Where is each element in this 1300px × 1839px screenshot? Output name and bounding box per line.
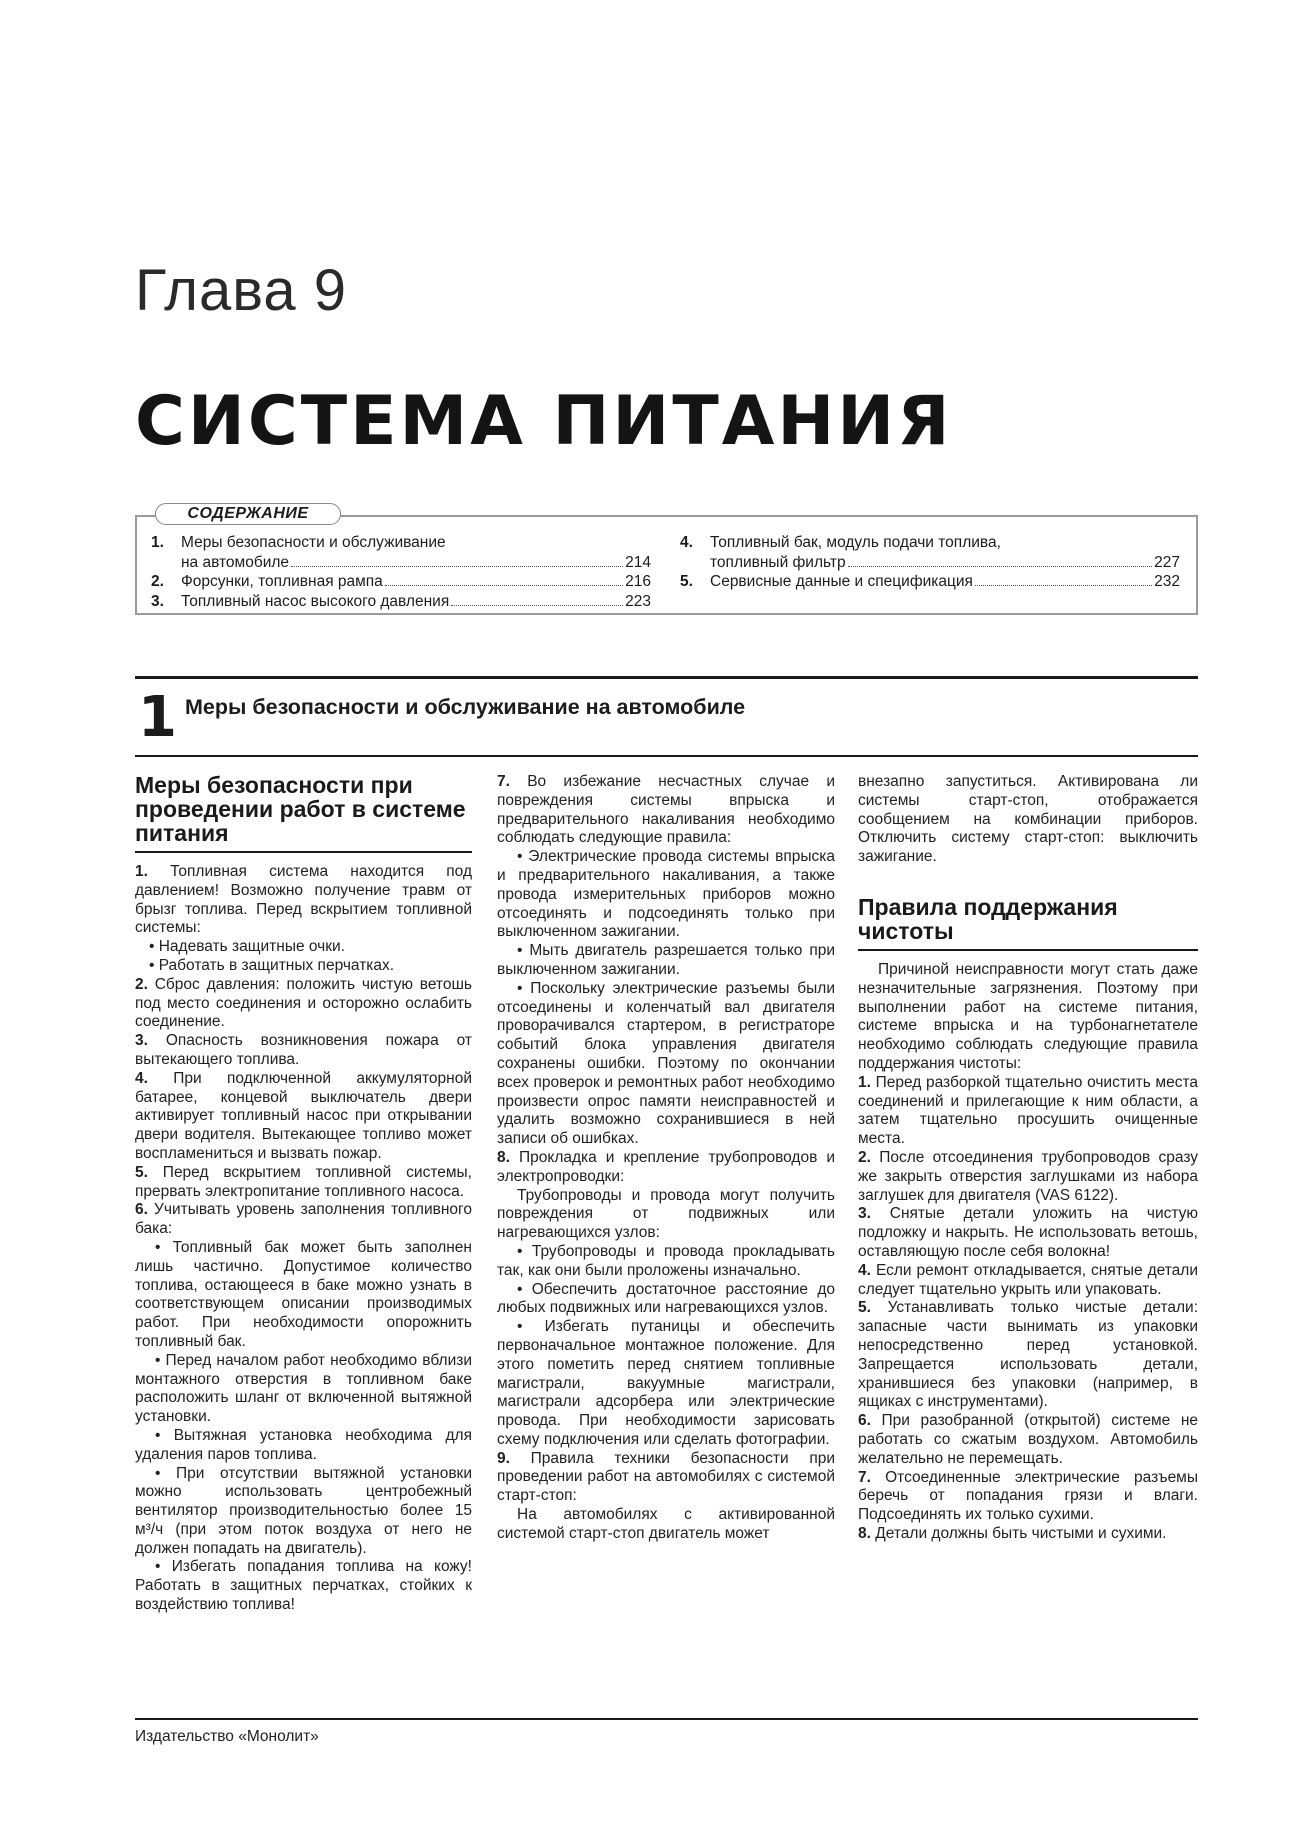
paragraph-text: Устанавливать только чистые детали: запасные части вынимать из упаковки непосредственно перед установкой. Запрещается использовать детали, хранившиеся без упаковки (например, в ящиках с инструментами). — [858, 1299, 1198, 1411]
toc-item-page: 227 — [1154, 553, 1180, 571]
toc-item-page: 223 — [625, 592, 651, 610]
paragraph: На автомобилях с активированной системой старт-стоп двигатель может — [497, 1506, 835, 1542]
section-top-rule — [135, 676, 1198, 679]
paragraph-text: Перед вскрытием топливной системы, прервать электропитание топливного насоса. — [135, 1163, 472, 1200]
bullet-item: • Обеспечить достаточное расстояние до любых подвижных или нагревающихся узлов. — [497, 1280, 835, 1317]
bullet-item: • Вытяжная установка необходима для удаления паров топлива. — [135, 1426, 472, 1463]
item-number: 4. — [135, 1069, 148, 1087]
paragraph-text: Топливная система находится под давлением! Возможно получение травм от брызг топлива. Перед вскрытием топливной системы: — [135, 863, 472, 937]
paragraph-text: Отсоединенные электрические разъемы беречь от попадания грязи и влаги. Подсоединять их только сухими. — [858, 1468, 1198, 1524]
toc-item-number: 4. — [680, 534, 693, 551]
paragraph — [135, 1032, 472, 1070]
paragraph: внезапно запуститься. Активирована ли системы старт-стоп, отображается сообщением на комбинации приборов. Отключить систему старт-стоп: выключить зажигание. — [858, 773, 1198, 866]
item-number: 4. — [858, 1261, 871, 1279]
item-number: 2. — [858, 1148, 871, 1166]
toc-item-page: 214 — [625, 553, 651, 571]
section-number: 1 — [138, 685, 177, 750]
paragraph-text: После отсоединения трубопроводов сразу же закрыть отверстия заглушками из набора заглушек для двигателя (VAS 6122). — [858, 1148, 1198, 1204]
paragraph-text: Во избежание несчастных случае и повреждения системы впрыска и предварительного накаливания необходимо соблюдать следующие правила: — [497, 773, 836, 847]
bullet-item: • Поскольку электрические разъемы были отсоединены и коленчатый вал двигателя проворачивался стартером, в регистраторе событий блока управления двигателя сохранены ошибки. Поэтому по окончании всех проверок и ремонтных работ необходимо произвести опрос памяти неисправностей и удалить возможно сохранившиеся в ней записи об ошибках. — [497, 979, 835, 1148]
item-number: 2. — [135, 975, 148, 993]
chapter-label: Глава 9 — [135, 258, 348, 323]
item-number: 3. — [135, 1032, 148, 1050]
paragraph-text: Правила техники безопасности при проведении работ на автомобилях с системой старт-стоп: — [497, 1449, 835, 1505]
bullet-item: • Работать в защитных перчатках. — [149, 956, 395, 974]
contents-right-column — [680, 533, 1180, 592]
item-number: 6. — [858, 1412, 871, 1430]
bullet-item: • Надевать защитные очки. — [149, 938, 345, 956]
toc-item-title: Топливный бак, модуль подачи топлива, — [710, 534, 1001, 551]
paragraph-text: Учитывать уровень заполнения топливного бака: — [135, 1201, 472, 1238]
paragraph — [497, 1450, 835, 1506]
paragraph-text: Снятые детали уложить на чистую подложку и накрыть. Не использовать ветошь, оставляющую после себя волокна! — [858, 1205, 1199, 1260]
item-number: 7. — [858, 1468, 871, 1486]
paragraph — [858, 1149, 1198, 1205]
toc-item[interactable] — [680, 533, 1180, 572]
paragraph-text: Сброс давления: положить чистую ветошь под место соединения и осторожно ослабить соединение. — [135, 975, 472, 1031]
toc-item[interactable] — [151, 572, 651, 592]
item-number: 7. — [497, 773, 510, 790]
bullet-item: • Перед началом работ необходимо вблизи монтажного отверстия в топливном баке расположить шланг от включенной вытяжной установки. — [135, 1351, 472, 1426]
bullet-item: • Топливный бак может быть заполнен лишь частично. Допустимое количество топлива, остающееся в баке можно узнать в соответствующем описании производимых работ. При необходимости опорожнить топливный бак. — [135, 1238, 472, 1350]
bullet-item: • Избегать попадания топлива на кожу! Работать в защитных перчатках, стойких к воздействию топлива! — [135, 1558, 472, 1614]
toc-item[interactable] — [680, 572, 1180, 592]
toc-item-title: Меры безопасности и обслуживание — [181, 534, 446, 551]
toc-item-title-cont: на автомобиле — [181, 553, 290, 571]
toc-item-page: 232 — [1154, 573, 1180, 590]
text-column-1 — [135, 773, 472, 1615]
bullet-item: • Мыть двигатель разрешается только при выключенном зажигании. — [497, 942, 835, 978]
paragraph — [135, 1070, 472, 1164]
paragraph — [858, 1525, 1198, 1544]
contents-box — [135, 505, 1198, 615]
toc-leader-dots — [385, 585, 623, 586]
paragraph — [497, 1149, 835, 1187]
paragraph — [135, 1201, 472, 1239]
paragraph-text: При разобранной (открытой) системе не работать со сжатым воздухом. Автомобиль желательно не перемещать. — [858, 1412, 1199, 1467]
bullet-item: • Электрические провода системы впрыска и предварительного накаливания, а также провода измерительных приборов можно отсоединять и подсоединять только при выключенном зажигании. — [497, 848, 835, 941]
paragraph-text: Прокладка и крепление трубопроводов и электропроводки: — [497, 1148, 835, 1185]
footer-rule — [135, 1718, 1198, 1720]
paragraph — [497, 773, 835, 848]
toc-item-number: 2. — [151, 573, 164, 590]
subsection-heading: Меры безопасности при проведении работ в системе питания — [135, 773, 472, 853]
paragraph-text: При подключенной аккумуляторной батарее, концевой выключатель двери активирует топливный насос при открывании двери водителя. Вытекающее топливо может воспламениться и вызвать пожар. — [135, 1069, 472, 1162]
item-number: 3. — [858, 1205, 871, 1223]
paragraph — [858, 1262, 1198, 1300]
footer-publisher: Издательство «Монолит» — [135, 1728, 319, 1745]
item-number: 1. — [135, 863, 148, 880]
subsection-heading: Правила поддержания чистоты — [858, 895, 1198, 951]
toc-item-title-cont: топливный фильтр — [710, 553, 846, 571]
paragraph-text: Перед разборкой тщательно очистить места соединений и прилегающие к ним области, а затем тщательно просушить очищенные места. — [858, 1073, 1198, 1148]
paragraph — [858, 1299, 1198, 1412]
toc-item-title: Сервисные данные и спецификация — [710, 573, 973, 590]
item-number: 9. — [497, 1449, 510, 1467]
section-title: Меры безопасности и обслуживание на автомобиле — [185, 695, 746, 719]
toc-item[interactable] — [151, 533, 651, 572]
toc-leader-dots — [291, 566, 623, 567]
paragraph — [858, 1412, 1198, 1468]
paragraph: Трубопроводы и провода могут получить повреждения от подвижных или нагревающихся узлов: — [497, 1186, 835, 1242]
toc-item-page: 216 — [625, 573, 651, 590]
paragraph-text: Детали должны быть чистыми и сухими. — [875, 1524, 1167, 1542]
paragraph-text: Если ремонт откладывается, снятые детали следует тщательно укрыть или упаковать. — [858, 1261, 1198, 1298]
toc-leader-dots — [451, 605, 623, 606]
contents-heading: СОДЕРЖАНИЕ — [187, 505, 309, 522]
paragraph — [135, 863, 472, 938]
paragraph-text: Опасность возникновения пожара от вытекающего топлива. — [135, 1032, 472, 1068]
toc-item-number: 5. — [680, 573, 693, 590]
paragraph: Причиной неисправности могут стать даже незначительные загрязнения. Поэтому при выполнении работ на системе питания, системе впрыска и на турбонагнетателе необходимо соблюдать следующие правила поддержания чистоты: — [858, 960, 1198, 1072]
item-number: 1. — [858, 1073, 871, 1091]
item-number: 8. — [858, 1524, 871, 1542]
paragraph — [858, 1205, 1198, 1261]
toc-leader-dots — [975, 585, 1152, 586]
contents-tab — [155, 503, 341, 525]
bullet-item: • Трубопроводы и провода прокладывать так, как они были проложены изначально. — [497, 1242, 835, 1279]
item-number: 6. — [135, 1201, 148, 1219]
toc-item-title: Топливный насос высокого давления — [181, 592, 450, 610]
bullet-item: • Избегать путаницы и обеспечить первоначальное монтажное положение. Для этого пометить перед снятием топливные магистрали, вакуумные магистрали, магистрали адсорбера или электрические провода. При необходимости зарисовать схему подключения или сделать фотографии. — [497, 1318, 835, 1448]
chapter-title: СИСТЕМА ПИТАНИЯ — [135, 382, 953, 461]
section-bottom-rule — [135, 755, 1198, 757]
paragraph — [135, 976, 472, 1032]
item-number: 5. — [135, 1163, 148, 1181]
toc-item[interactable] — [151, 592, 651, 612]
text-column-2 — [497, 773, 835, 1544]
contents-left-column — [151, 533, 651, 611]
bullet-item: • При отсутствии вытяжной установки можно использовать центробежный вентилятор производительностью более 15 м³/ч (при этом поток воздуха от него не должен попадать на двигатель). — [135, 1464, 472, 1557]
toc-item-number: 3. — [151, 592, 164, 610]
paragraph — [858, 1469, 1198, 1525]
paragraph — [858, 1074, 1198, 1149]
toc-item-number: 1. — [151, 534, 164, 551]
text-column-3 — [858, 773, 1198, 1544]
toc-item-title: Форсунки, топливная рампа — [181, 573, 383, 590]
item-number: 5. — [858, 1299, 871, 1317]
item-number: 8. — [497, 1148, 510, 1166]
toc-leader-dots — [848, 566, 1153, 567]
paragraph — [135, 1164, 472, 1202]
